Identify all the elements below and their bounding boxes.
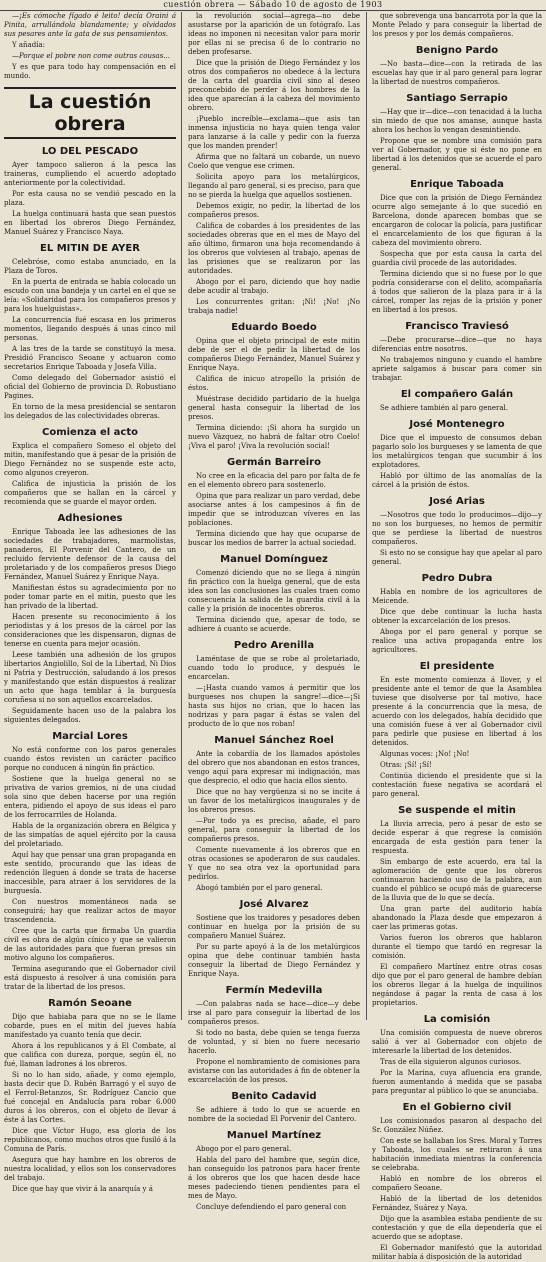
paragraph: Termina diciendo que, apesar de todo, se adhiere á cuanto se acuerde. <box>188 616 360 633</box>
paragraph: Hacen presente su reconocimiento á los periodistas y á los presos de la cárcel por las consideraciones que les dispensaron, dignas de tenerse en cuenta para mejor ocasión. <box>4 613 176 648</box>
paragraph: Varios fueron los obreros que hablaron durante el tiempo que tardó en regresar la comisión. <box>372 934 542 960</box>
paragraph: Comenzó diciendo que no se llega á ningún fin práctico con la huelga general, que de esta idea son las conclusiones las cuales traen como consecuencia la salida de la guardia civil á la calle y la prisión de inocentes obreros. <box>188 569 360 613</box>
paragraph: Termina diciendo: ¡Si ahora ha surgido un nuevo Vázquez, no habrá de faltar otro Coelo! ¡Viva el paro! ¡Viva la revolución social! <box>188 424 360 450</box>
paragraph: Abogo por el paro general. <box>196 1145 292 1153</box>
paragraph: Dijo que habiaba para que no se le llame cobarde, pues en el mitin del jueves había manifestado ya cuanto tenía que decir. <box>4 1013 176 1039</box>
paragraph: En este momento comienza á llover, y el presidente ante el temor de que la Asamblea tuviese que disolverse por tal motivo, hace presente á la concurrencia que la mesa, de acuerdo con los delegados, había decidido que una comisión fuese á ver al Gobernador civil para pedirle que pusiese en libertad á los detenidos. <box>372 676 542 747</box>
paragraph: —Con palabras nada se hace—dice—y debe irse al paro para conseguir la libertad de los compañeros presos. <box>188 1000 360 1026</box>
paragraph: Otras: ¡Sí! ¡Sí! <box>380 761 432 769</box>
paragraph: Dice que Víctor Hugo, esa gloria de los republicanos, como muchos otros que fusiló á la Comuna de París. <box>4 1127 176 1153</box>
paragraph: —Debe procurarse—dice—que no haya diferencias entre nosotros. <box>372 336 542 353</box>
column-rule <box>181 12 182 1020</box>
paragraph: Termina diciendo que si no fuese por lo que podría considerarse con el delito, acompañaría á todos que salieron de la plaza para ir á la cárcel, romper las rejas de la prisión y poner en libertad á los presos. <box>372 270 542 314</box>
paragraph: Aboga por el paro general y porque se realice una activa propaganda entre los agricultores. <box>372 628 542 654</box>
paragraph: No está conforme con los paros generales cuando éstos revisten un carácter pacífico porque no conducen á ningún fin práctico. <box>4 746 176 772</box>
paragraph: Termina asegurando que el Gobernador civil está dispuesto á resolver á una comisión para tratar de la libertad de los presos. <box>4 965 176 991</box>
paragraph: Califica de inicuo atropello la prisión de éstos. <box>188 375 360 392</box>
paragraph: Sostiene que la huelga general no se privativa de varios gremios, ni de una ciudad sola sino que deben hacerse por una región entera, pidiendo el apoyo de sus ideas el paro de los ferrocarriles de Holanda. <box>4 775 176 819</box>
paragraph: Comente nuevamente á los obreros que en otras ocasiones se apoderaron de sus caudales. Y que no sea otra vez la oportunidad para pedirlos. <box>188 846 360 881</box>
column-2 <box>188 12 360 1211</box>
section-heading: En el Gobierno civil <box>402 1102 512 1113</box>
section-heading: EL MITIN DE AYER <box>40 243 140 254</box>
paragraph: Ayer tampoco salieron á la pesca las traineras, cumpliendo el acuerdo adoptado anteriormente por la colectividad. <box>4 161 176 187</box>
paragraph: Termina diciendo que hay que ocuparse de buscar los medios de barrer la actual sociedad. <box>188 530 360 547</box>
paragraph: —Porque el pobre non come outras cousas... <box>12 52 170 60</box>
paragraph: Ante la cobardía de los llamados apóstoles del obrero que nos abandonan en estos trances, vengo aquí para expresar mi indignación, mas que desprecio, el odio que hacia ellos siento. <box>188 750 360 785</box>
paragraph: —Nosotros que todo lo producimos—dijo—y no son los burgueses, no hemos de permitir que se perdiese la libertad de nuestros compañeros. <box>372 511 542 546</box>
paragraph: La concurrencia fué escasa en los primeros momentos, llegando después á unas cinco mil personas. <box>4 316 176 342</box>
paragraph: Manifiestan éstos su agradecimiento por no poder tomar parte en el mitin, puesto que les han privado de la libertad. <box>4 584 176 610</box>
paragraph: Dice que el impuesto de consumos deban pagarlo solo los burgueses y se lamenta de que los metalúrgicos tengan que sucumbir á los explotadores. <box>372 434 542 469</box>
paragraph: A las tres de la tarde se constituyó la mesa. Presidió Francisco Seoane y actuaron como secretarios Enrique Taboada y Josefa Villa. <box>4 345 176 371</box>
paragraph: —Hay que ir—dice—con tenacidad á la lucha sin miedo de que nos amanse, aunque hasta ahora los hechos lo vengan desmintiendo. <box>372 108 542 134</box>
paragraph: —Por todo ya es preciso, añade, el paro general, para conseguir la libertad de los compañeros presos. <box>188 817 360 843</box>
paragraph: Propone que se nombre una comisión para ver al Gobernador, y que si éste no pone en libertad á los detenidos que se acuerde el paro general. <box>372 137 542 172</box>
section-heading: Enrique Taboada <box>410 179 504 190</box>
paragraph: Concluye defendiendo el paro general con <box>196 1203 347 1211</box>
paragraph: Habló en nombre de los obreros el compañero Seoane. <box>372 1175 542 1192</box>
section-heading: Pedro Dubra <box>421 573 493 584</box>
paragraph: Dice que no hay vergüenza si no se incite á un favor de los metalúrgicos inaugurales y de los obreros presos. <box>188 788 360 814</box>
section-heading: LO DEL PESCADO <box>41 146 139 157</box>
main-headline: La cuestión obrera <box>4 87 176 139</box>
paragraph: Habla en nombre de los agricultores de Meicende. <box>372 588 542 605</box>
section-heading: Pedro Arenilla <box>233 640 315 651</box>
paragraph: Explica el compañero Someso el objeto del mitin, manifestando que á pesar de la prisión de Diego Fernández no se suspende este acto, como algunos creyeron. <box>4 442 176 477</box>
paragraph: Dice que la prisión de Diego Fernández y los otros dos compañeros no obedece á la lectura de la carta del guardia civil sino al deseo preconcebido de perder á los hombres de la idea que aparecían á la cabeza del movimiento obrero. <box>188 59 360 112</box>
paragraph: Laméntase de que se robe al proletariado, cuando todo lo produce, y después le encarcelan. <box>188 655 360 681</box>
paragraph: Opina que para realizar un paro verdad, debe asociarse antes á los campesinos á fin de impedir que se introduzcan víveres en las poblaciones. <box>188 492 360 527</box>
column-rule <box>366 12 367 1020</box>
paragraph: Dice que debe continuar la lucha hasta obtener la excarcelación de los presos. <box>372 608 542 625</box>
paragraph: Asegura que hay hambre en los obreros de nuestra localidad, y ellos son los conservadores del trabajo. <box>4 1156 176 1182</box>
section-heading: El presidente <box>419 661 495 672</box>
section-heading: José Montenegro <box>409 419 505 430</box>
section-heading: La comisión <box>423 1014 491 1025</box>
page-header-line: cuestión obrera — Sábado 10 de agosto de 1903 <box>0 0 546 11</box>
paragraph: que sobrevenga una bancarrota por la que la Monte Pelado y para conseguir la libertad de los presos y por los demás compañeros. <box>372 12 542 38</box>
paragraph: No cree en la eficacia del paro por falta de fe en el elemento obrero para sostenerlo. <box>188 472 360 489</box>
paragraph: Por esta causa no se vendió pescado en la plaza. <box>4 190 176 207</box>
paragraph: Una gran parte del auditorio había abandonado la Plaza desde que empezaron á caer las primeras gotas. <box>372 905 542 931</box>
section-heading: Marcial Lores <box>52 731 128 742</box>
paragraph: Por su parte apoyó á la de los metalúrgicos opina que debe continuar también hasta conseguir la libertad de Diego Fernández y Enrique Naya. <box>188 943 360 978</box>
paragraph: Propone el nombramiento de comisiones para avistarse con las autoridades á fin de obtener la excarcelación de los presos. <box>188 1058 360 1084</box>
paragraph: Seguidamente hacen uso de la palabra los siguientes delegados. <box>4 707 176 724</box>
paragraph: Tras de ella siguieron algunos curiosos. <box>380 1058 522 1066</box>
paragraph: Celebróse, como estaba anunciado, en la Plaza de Toros. <box>4 258 176 275</box>
paragraph: Cree que la carta que firmaba Un guardia civil es obra de algún cínico y que se valieron de las autoridades para que fueran presos sin motivo alguno los compañeros. <box>4 927 176 962</box>
paragraph: Sostiene que los traidores y pesadores deben continuar en huelga por la prisión de su compañero Manuel Suárez. <box>188 914 360 940</box>
section-heading: Benigno Pardo <box>415 45 499 56</box>
section-heading: El compañero Galán <box>400 389 514 400</box>
paragraph: Habló por último de las anomalías de la cárcel á la prisión de éstos. <box>372 472 542 489</box>
paragraph: Afirma que no faltará un cobarde, un nuevo Coelo que vengue ese crimen. <box>188 153 360 170</box>
paragraph: Habla del paro del hambre que, según dice, han conseguido los patronos para hacer frente á los obreros que los que hacen desde hace meses padeciendo tienen pendientes para el mes de Mayo. <box>188 1156 360 1200</box>
paragraph: Ahora á los republicanos y á El Combate, al que califica con dureza, porque, según él, no fué, llaman ladrones á los obreros. <box>4 1042 176 1068</box>
paragraph: Como delegado del Gobernador asistió el oficial del Gobierno de provincia D. Robustiano Pagines. <box>4 374 176 400</box>
paragraph: Y es que para todo hay compensación en el mundo. <box>4 63 176 80</box>
paragraph: Si esto no se consigue hay que apelar al paro general. <box>372 549 542 566</box>
paragraph: No trabajemos ninguno y cuando el hambre apriete salgamos á buscar para comer sin trabajar. <box>372 356 542 382</box>
paragraph: Abogo por el paro, diciendo que hoy nadie debe acudir al trabajo. <box>188 278 360 295</box>
paragraph: Aquí hay que pensar una gran propaganda en este sentido, procurando que las ideas de redención lleguen á donde se trata de hacerse inaccesible, para atraer á los servidores de la burguesía. <box>4 851 176 895</box>
section-heading: Comienza el acto <box>41 427 139 438</box>
paragraph: Habla de la organización obrera en Bélgica y de las simpatías de aquel ejército por la causa del proletariado. <box>4 822 176 848</box>
paragraph: En torno de la mesa presidencial se sentaron los delegados de las colectividades obreras. <box>4 403 176 420</box>
section-heading: Santiago Serrapio <box>406 93 508 104</box>
section-heading: Adhesiones <box>57 513 123 524</box>
paragraph: —¡Hasta cuando vamos á permitir que los burgueses nos chupen la sangre!—dice—¡Si hasta sus hijos no crian, que lo hacen las nodrizas y para pagar á éstas se valen del producto de lo que nos roban! <box>188 684 360 728</box>
paragraph: Dice que hay que vivir á la anarquía y á <box>12 1185 153 1193</box>
paragraph: Se adhiere también al paro general. <box>380 404 508 412</box>
paragraph: Opina que el objeto principal de este mitin debe de ser el de pedir la libertad de los compañeros Diego Fernández, Manuel Suárez y Enrique Naya. <box>188 337 360 372</box>
paragraph: Una comisión compuesta de nueve obreros salió á ver al Gobernador con objeto de interesarle la libertad de los detenidos. <box>372 1029 542 1055</box>
paragraph: ¡Pueblo increíble—exclama—que asis tan inmensa injusticia no haya quien tenga valor para lanzarse á la calle y pedir con la fuerza que los manden prender! <box>188 115 360 150</box>
paragraph: La lluvia arrecia, pero á pesar de esto se decide esperar á que regrese la comisión encargada de esta gestión para tener la respuesta. <box>372 820 542 855</box>
paragraph: Solicita apoyo para los metalúrgicos, llegando al paro general, si es preciso, para que no se pierda la huelga que aquellos sostienen. <box>188 173 360 199</box>
section-heading: Ramón Seoane <box>48 998 132 1009</box>
section-heading: Benito Cadavid <box>231 1091 317 1102</box>
section-heading: Germán Barreiro <box>227 457 321 468</box>
section-heading: Manuel Domínguez <box>220 554 328 565</box>
paragraph: Habló de la libertad de los detenidos Fernández, Suárez y Naya. <box>372 1195 542 1212</box>
paragraph: El compañero Martínez entre otras cosas dijo que por el paro general de hambre debían los obreros llegar á la huelga de inquilinos negándose á pagar la renta de casa á los propietarios. <box>372 963 542 1007</box>
section-heading: Francisco Traviesó <box>405 321 509 332</box>
paragraph: Los concurrentes gritan: ¡Ni! ¡No! ¡No trabaja nadie! <box>188 298 360 315</box>
paragraph: la revolución social—agrega—no debe asustarse por la aparición de un fotógrafo. Las ideas no imponen ni necesitan valor para morir por ellas ni se precisa 6 de lo contrario no deben profesarse. <box>188 12 360 56</box>
paragraph: Continúa diciendo el presidente que si la contestación fuese negativa se acordará el paro general. <box>372 772 542 798</box>
section-heading: Se suspende el mitin <box>398 805 516 816</box>
paragraph: Y añadía: <box>12 41 45 49</box>
paragraph: Si todo no basta, debe quien se tenga fuerza de voluntad, y si bien no fuere necesario hacerlo. <box>188 1029 360 1055</box>
paragraph: Sospecha que por esta causa la carta del guardia civil procede de las autoridades. <box>372 250 542 267</box>
section-heading: Manuel Sánchez Roel <box>214 735 334 746</box>
paragraph: —No basta—dice—con la retirada de las escuelas hay que ir al paro general para lograr la libertad de nuestros compañeros. <box>372 60 542 86</box>
section-heading: José Arias <box>429 496 485 507</box>
section-heading: Manuel Martínez <box>226 1130 322 1141</box>
paragraph: Sin embargo de este acuerdo, era tal la aglomeración de gente que los obreros continuaron haciendo uso de la palabra, aun cuando el público se ocupó más de guarecerse de la lluvia que de lo que se decía. <box>372 858 542 902</box>
paragraph: Abogó también por el paro general. <box>196 884 323 892</box>
paragraph: Con este se hallaban los Sres. Moral y Torres y Taboada, los cuales se retiraron á una habitación inmediata mientras la conferencia se celebraba. <box>372 1137 542 1172</box>
paragraph: Califica de injusticia la prisión de los compañeros que se hallan en la cárcel y recomienda que se guarde el mayor orden. <box>4 480 176 506</box>
paragraph: Debemos exigir, no pedir, la libertad de los compañeros presos. <box>188 202 360 219</box>
paragraph: Algunas voces: ¡No! ¡No! <box>380 750 470 758</box>
paragraph: Si no lo han sido, añade, y como ejemplo, basta decir que D. Rubén Barragó y el suyo de el Ferrol-Betanzos, Sr. Rodríguez Cancio que fué concejal en Andalucía para robar 6.000 duros á los obreros, con el objeto de llevar á éste á las Cortes. <box>4 1071 176 1124</box>
paragraph: —¡Es cómoche fígado é leito! decía Oraini á Pinita, arrullándola blandamente; y olvidados sus pesares ante la gata de sus pensamientos. <box>4 12 176 38</box>
section-heading: Fermín Medevilla <box>225 985 323 996</box>
paragraph: Califica de cobardes á los presidentes de las sociedades obreras que en el mes de Mayo del año último, firmaron una hoja recomendando á los obreros que volviesen al trabajo, apenas de las prisiones que se realizaron por las autoridades. <box>188 222 360 275</box>
paragraph: Enrique Taboada lee las adhesiones de las sociedades de trabajadores, marmolistas, panaderos, El Porvenir del Cantero, de un recluido ferviente defensor de la causa del proletariado y de los compañeros presos Diego Fernández, Manuel Suárez y Enrique Naya. <box>4 528 176 581</box>
paragraph: Con nuestros momentáneos nada se conseguirá; hay que realizar actos de mayor trascendencia. <box>4 898 176 924</box>
paragraph: Por la Marina, cuya afluencia era grande, fueron aumentando á medida que se pasaba para preguntar al público lo que se anunciaba. <box>372 1069 542 1095</box>
section-heading: Eduardo Boedo <box>231 322 317 333</box>
section-heading: José Alvarez <box>239 899 309 910</box>
paragraph: Los comisionados pasaron al despacho del Sr. González Núñez. <box>372 1117 542 1134</box>
paragraph: Se adhiere á todo lo que se acuerde en nombre de la sociedad El Porvenir del Cantero. <box>188 1106 360 1123</box>
paragraph: En la puerta de entrada se había colocado un escudo con una bandeja y un cartel en el que se leía: «Solidaridad para los compañeros presos y para los huelguistas». <box>4 278 176 313</box>
paragraph: El Gobernador manifestó que la autoridad militar había á disposición de la autoridad <box>372 1244 542 1261</box>
paragraph: Dijo que la asamblea estaba pendiente de su contestación y que de ella dependería que el acuerdo que se adoptase. <box>372 1215 542 1241</box>
column-1 <box>4 12 176 1193</box>
column-3 <box>372 12 542 1261</box>
paragraph: La huelga continuará hasta que sean puestos en libertad los obreros Diego Fernández, Manuel Suárez y Francisco Naya. <box>4 210 176 236</box>
paragraph: Leese también una adhesión de los grupos libertarios Angiolillo, Sol de la Libertad, Ni Dios ni Patria y Destrucción, saludando á los presos y manifestando que están dispuestos á realizar un acto que haga temblar á la burguesía coruñesa si no son aquellos excarcelados. <box>4 651 176 704</box>
paragraph: Dice que con la prisión de Diego Fernández ocurre algo semejante á lo que sucedió en Barcelona, donde aparecen bombas que se encargaron de colocar la policía, para justificar el encarcelamiento de los que figuran á la cabeza del movimiento obrero. <box>372 194 542 247</box>
paragraph: Muéstrase decidido partidario de la huelga general hasta conseguir la libertad de los presos. <box>188 395 360 421</box>
